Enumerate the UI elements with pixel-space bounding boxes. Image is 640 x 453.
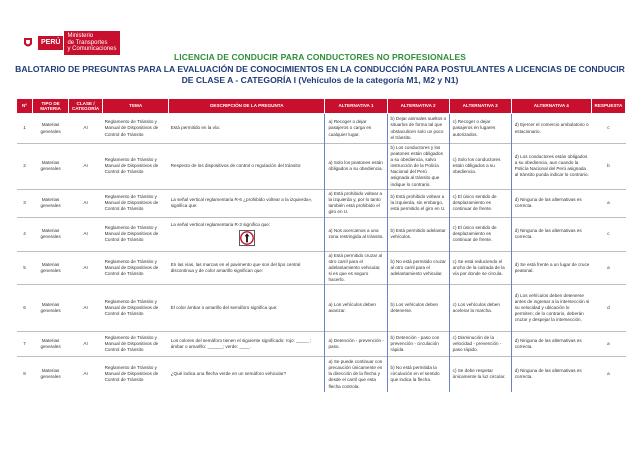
row-answer-text: c: [607, 231, 610, 237]
row-question-text: En las vías, las marcas en el pavimento que son del tipo central discontinua y de color amarillo significan que:: [170, 261, 301, 273]
row-material-type-text: Materias generales: [40, 261, 61, 273]
row-class-text: AI: [83, 163, 88, 169]
row-alternative-3: [449, 189, 511, 217]
row-answer: [591, 189, 625, 217]
row-material-type: [33, 285, 69, 332]
row-number: [17, 114, 33, 144]
row-material-type-text: Materias generales: [40, 160, 61, 172]
row-topic: [103, 189, 169, 217]
row-alternative-2: [387, 332, 449, 357]
row-question-text: Respecto de los dispositivos de control o regulación del tránsito:: [170, 163, 302, 169]
row-class: [69, 357, 103, 392]
row-answer: [591, 114, 625, 144]
row-topic-text: Reglamento de Tránsito y Manual de Dispositivos de Control de Tránsito: [104, 334, 159, 353]
row-alternative-4: [511, 217, 591, 251]
row-alternative-4: [511, 332, 591, 357]
row-alternative-3: [449, 332, 511, 357]
ministry-line: Ministerio: [67, 33, 94, 40]
col-header: ALTERNATIVA 3: [449, 99, 511, 114]
row-class-text: AI: [83, 305, 88, 311]
row-question-text: ¿Qué indica una flecha verde en un semáforo vehicular?: [170, 371, 287, 377]
table-row: [17, 285, 626, 332]
document-subtitle: [10, 64, 630, 86]
row-answer-text: a: [607, 200, 610, 206]
row-class-text: AI: [83, 264, 88, 270]
row-alternative-4-text: d) Ninguna de las alternativas es correcta.: [514, 197, 582, 209]
row-answer-text: c: [607, 125, 610, 131]
col-header: Nº: [17, 99, 33, 114]
row-alternative-1: [325, 144, 387, 190]
coat-of-arms-icon: [20, 36, 36, 50]
table-header-row: [17, 99, 626, 114]
row-question-text: La señal vertical reglamentaria R-3 significa que:: [170, 222, 271, 228]
row-alternative-4: [511, 189, 591, 217]
row-alternative-1: [325, 114, 387, 144]
row-material-type-text: Materias generales: [40, 228, 61, 240]
col-header: RESPUESTA: [591, 99, 625, 114]
row-alternative-2-text: b) No está permitida la circulación en el sentido que indica la flecha.: [390, 365, 440, 383]
row-question-text: Los colores del semáforo tienen el siguiente significado: rojo: _____ ; ámbar o amarillo: ______; verde: ____.: [170, 338, 312, 350]
row-material-type-text: Materias generales: [40, 122, 61, 134]
row-question-text: Está permitido en la vía:: [170, 125, 220, 131]
row-alternative-2: [387, 357, 449, 392]
row-alternative-1-text: a) Solo los peatones están obligados a su obediencia.: [328, 160, 383, 172]
row-answer-text: a: [607, 264, 610, 270]
row-alternative-2-text: b) Está permitido adelantar vehículos.: [390, 228, 446, 240]
row-topic: [103, 217, 169, 251]
row-answer-text: d: [607, 305, 610, 311]
row-alternative-4-text: d) Los conductores están obligados a su obediencia, aun cuando la Policía Nacional del Perú asignada al tránsito punda indicar lo contrario.: [514, 154, 589, 178]
row-topic: [103, 285, 169, 332]
row-alternative-2: [387, 251, 449, 284]
row-number-text: 5: [23, 264, 26, 270]
row-class-text: AI: [83, 231, 88, 237]
row-topic: [103, 357, 169, 392]
row-alternative-4: [511, 144, 591, 190]
row-alternative-1-text: a) Está permitido cruzar al otro carril para el adelantamiento vehicular, si es que es seguro hacerlo.: [328, 252, 383, 283]
row-class: [69, 189, 103, 217]
row-alternative-3-text: c) Recoger o dejar pasajeros en lugares autorizados.: [452, 119, 496, 137]
col-header: ALTERNATIVA 1: [325, 99, 387, 114]
row-alternative-1-text: a) Se puede continuar con precaución únicamente en la dirección de la flecha y desde el carril que esta flecha controla.: [328, 359, 383, 389]
row-alternative-3: [449, 251, 511, 284]
row-alternative-1: [325, 357, 387, 392]
straight-only-sign-icon: [171, 230, 323, 246]
row-alternative-3-text: c) Se debe respetar únicamente la luz circular.: [452, 368, 506, 380]
table-row: [17, 332, 626, 357]
row-question: [169, 144, 325, 190]
row-alternative-3-text: c) Disminución de la velocidad - prevención - paso rápido.: [452, 334, 502, 353]
row-answer: [591, 357, 625, 392]
row-alternative-1-text: a) Los vehículos deben avanzar.: [328, 302, 376, 314]
row-alternative-4-text: d) Ninguna de las alternativas es correcta.: [514, 338, 582, 350]
row-number-text: 1: [23, 125, 26, 131]
row-alternative-2: [387, 189, 449, 217]
row-topic-text: Reglamento de Tránsito y Manual de Dispositivos de Control de Tránsito: [104, 119, 159, 137]
row-class-text: AI: [83, 341, 88, 347]
row-material-type-text: Materias generales: [40, 302, 61, 314]
col-header: CLASE / CATEGORÍA: [69, 99, 103, 114]
row-alternative-1-text: a) Nos acercamos a una zona restringida al tránsito.: [328, 228, 384, 240]
brand-label: PERÚ: [38, 36, 63, 50]
row-alternative-4: [511, 251, 591, 284]
row-material-type-text: Materias generales: [40, 338, 61, 350]
row-question: [169, 114, 325, 144]
row-class: [69, 217, 103, 251]
row-class: [69, 285, 103, 332]
row-class-text: AI: [83, 200, 88, 206]
row-material-type: [33, 357, 69, 392]
row-topic-text: Reglamento de Tránsito y Manual de Dispositivos de Control de Tránsito: [104, 258, 159, 276]
row-class: [69, 114, 103, 144]
row-answer-text: a: [607, 371, 610, 377]
row-question-text: La señal vertical reglamentaria R-6 ¿prohibido voltear a la izquierda», significa que:: [170, 197, 313, 209]
row-number-text: 4: [23, 231, 26, 237]
table-body: [17, 114, 626, 392]
row-alternative-2-text: b) Los vehículos deben detenerse.: [390, 302, 439, 314]
row-alternative-4: [511, 114, 591, 144]
row-answer: [591, 144, 625, 190]
row-material-type-text: Materias generales: [40, 197, 61, 209]
row-question: [169, 332, 325, 357]
row-answer-text: a: [607, 341, 610, 347]
row-alternative-2: [387, 285, 449, 332]
row-alternative-4-text: d) Se está frente a un lugar de cruce peatonal.: [514, 261, 590, 273]
row-number: [17, 189, 33, 217]
row-topic-text: Reglamento de Tránsito y Manual de Dispositivos de Control de Tránsito: [104, 157, 159, 175]
row-alternative-3: [449, 357, 511, 392]
row-topic-text: Reglamento de Tránsito y Manual de Dispositivos de Control de Tránsito: [104, 365, 159, 383]
row-alternative-2: [387, 144, 449, 190]
table-row: [17, 144, 626, 190]
col-header: ALTERNATIVA 2: [387, 99, 449, 114]
row-alternative-4: [511, 285, 591, 332]
row-number: [17, 357, 33, 392]
row-answer: [591, 217, 625, 251]
col-header: ALTERNATIVA 4: [511, 99, 591, 114]
row-alternative-2: [387, 114, 449, 144]
row-alternative-2: [387, 217, 449, 251]
row-topic-text: Reglamento de Tránsito y Manual de Dispositivos de Control de Tránsito: [104, 194, 159, 212]
row-alternative-3: [449, 217, 511, 251]
table-row: [17, 251, 626, 284]
row-material-type: [33, 144, 69, 190]
row-alternative-1-text: a) Detención - prevención - paso.: [328, 338, 384, 350]
row-alternative-2-text: b) Está prohibido voltear a la izquierda, sin embargo, está permitido el giro en U.: [390, 194, 446, 212]
row-class: [69, 251, 103, 284]
row-question: [169, 285, 325, 332]
row-material-type-text: Materias generales: [40, 368, 61, 380]
row-class: [69, 144, 103, 190]
row-number-text: 3: [23, 200, 26, 206]
row-alternative-2-text: b) No está permitido cruzar al otro carril para el adelantamiento vehicular.: [390, 258, 446, 276]
row-answer: [591, 332, 625, 357]
row-alternative-3: [449, 285, 511, 332]
subtitle-line: DE CLASE A - CATEGORÍA I (Vehículos de la categoría M1, M2 y N1): [181, 75, 459, 85]
row-alternative-1: [325, 217, 387, 251]
row-class-text: AI: [83, 125, 88, 131]
row-alternative-4-text: d) Ninguna de las alternativas es correcta.: [514, 228, 582, 240]
row-alternative-1: [325, 285, 387, 332]
row-material-type: [33, 332, 69, 357]
table-row: [17, 217, 626, 251]
row-question: [169, 357, 325, 392]
row-answer: [591, 285, 625, 332]
row-class-text: AI: [83, 371, 88, 377]
row-topic: [103, 114, 169, 144]
questions-table: [16, 98, 626, 392]
ministry-line: de Transportes: [67, 39, 108, 46]
table-row: [17, 189, 626, 217]
row-material-type: [33, 189, 69, 217]
row-alternative-1: [325, 251, 387, 284]
row-number: [17, 144, 33, 190]
col-header: DESCRIPCIÓN DE LA PREGUNTA: [169, 99, 325, 114]
row-alternative-4-text: d) Ejercer el comercio ambulatorio o estacionario.: [514, 122, 589, 134]
row-alternative-3-text: c) Se está reduciendo el ancho de la calzada de la vía por donde se circula.: [452, 258, 505, 276]
row-alternative-1: [325, 189, 387, 217]
row-alternative-4-text: d) Ninguna de las alternativas es correcta.: [514, 368, 582, 380]
row-alternative-2-text: b) Detención - paso con prevención - circulación rápida.: [390, 334, 440, 353]
table-row: [17, 357, 626, 392]
row-number: [17, 285, 33, 332]
row-topic: [103, 251, 169, 284]
col-header: TIPO DE MATERIA: [33, 99, 69, 114]
row-material-type: [33, 114, 69, 144]
row-topic: [103, 144, 169, 190]
row-alternative-2-text: b) Los conductores y los peatones están obligados a su obediencia, salvo instrucción de la Policía Nacional del Perú asignada al tránsito que indique lo contrario.: [390, 145, 443, 187]
row-alternative-4-text: d) Los vehículos deben detenerse antes de ingresar a la intersección si su velocidad y ubicación lo permiten; de lo contrario, deberán cruzar y despejar la intersección.: [514, 292, 590, 323]
row-alternative-3-text: c) Los vehículos deben acelerar la marcha.: [452, 302, 500, 314]
table-row: [17, 114, 626, 144]
row-number-text: 8: [23, 371, 26, 377]
row-number: [17, 217, 33, 251]
row-number: [17, 332, 33, 357]
row-question: [169, 189, 325, 217]
row-number-text: 6: [23, 305, 26, 311]
col-header: TEMA: [103, 99, 169, 114]
row-topic: [103, 332, 169, 357]
row-number-text: 2: [23, 163, 26, 169]
ministry-line: y Comunicaciones: [67, 46, 117, 53]
row-topic-text: Reglamento de Tránsito y Manual de Dispositivos de Control de Tránsito: [104, 298, 159, 317]
document-title: LICENCIA DE CONDUCIR PARA CONDUCTORES NO PROFESIONALES: [173, 52, 467, 62]
row-class: [69, 332, 103, 357]
row-alternative-4: [511, 357, 591, 392]
row-alternative-3: [449, 144, 511, 190]
row-number: [17, 251, 33, 284]
row-alternative-3: [449, 114, 511, 144]
row-answer-text: b: [607, 163, 610, 169]
row-topic-text: Reglamento de Tránsito y Manual de Dispositivos de Control de Tránsito: [104, 225, 159, 243]
row-question-text: El color ámbar o amarillo del semáforo significa que:: [170, 305, 278, 311]
row-question: [169, 217, 325, 251]
row-alternative-1-text: a) Recoger o dejar pasajeros o carga en cualquier lugar.: [328, 119, 372, 137]
row-alternative-3-text: c) El único sentido de desplazamiento es continuar de frente.: [452, 225, 497, 243]
row-answer: [591, 251, 625, 284]
row-number-text: 7: [23, 341, 26, 347]
row-alternative-3-text: c) El único sentido de desplazamiento es continuar de frente.: [452, 194, 497, 212]
row-alternative-1: [325, 332, 387, 357]
row-alternative-1-text: a) Está prohibido voltear a la izquierda y, por lo tanto también está prohibido el giro en U.: [328, 190, 383, 215]
subtitle-line: BALOTARIO DE PREGUNTAS PARA LA EVALUACIÓN DE CONOCIMIENTOS EN LA CONDUCCIÓN PARA POSTULANTES A LICENCIAS DE CONDUCIR: [15, 64, 625, 74]
row-material-type: [33, 217, 69, 251]
row-question: [169, 251, 325, 284]
row-material-type: [33, 251, 69, 284]
row-alternative-2-text: b) Dejar animales sueltos o situarlos de forma tal que obstaculicen solo un poco el tránsito.: [390, 116, 447, 140]
row-alternative-3-text: c) Solo los conductores están obligados a su obediencia.: [452, 157, 501, 175]
